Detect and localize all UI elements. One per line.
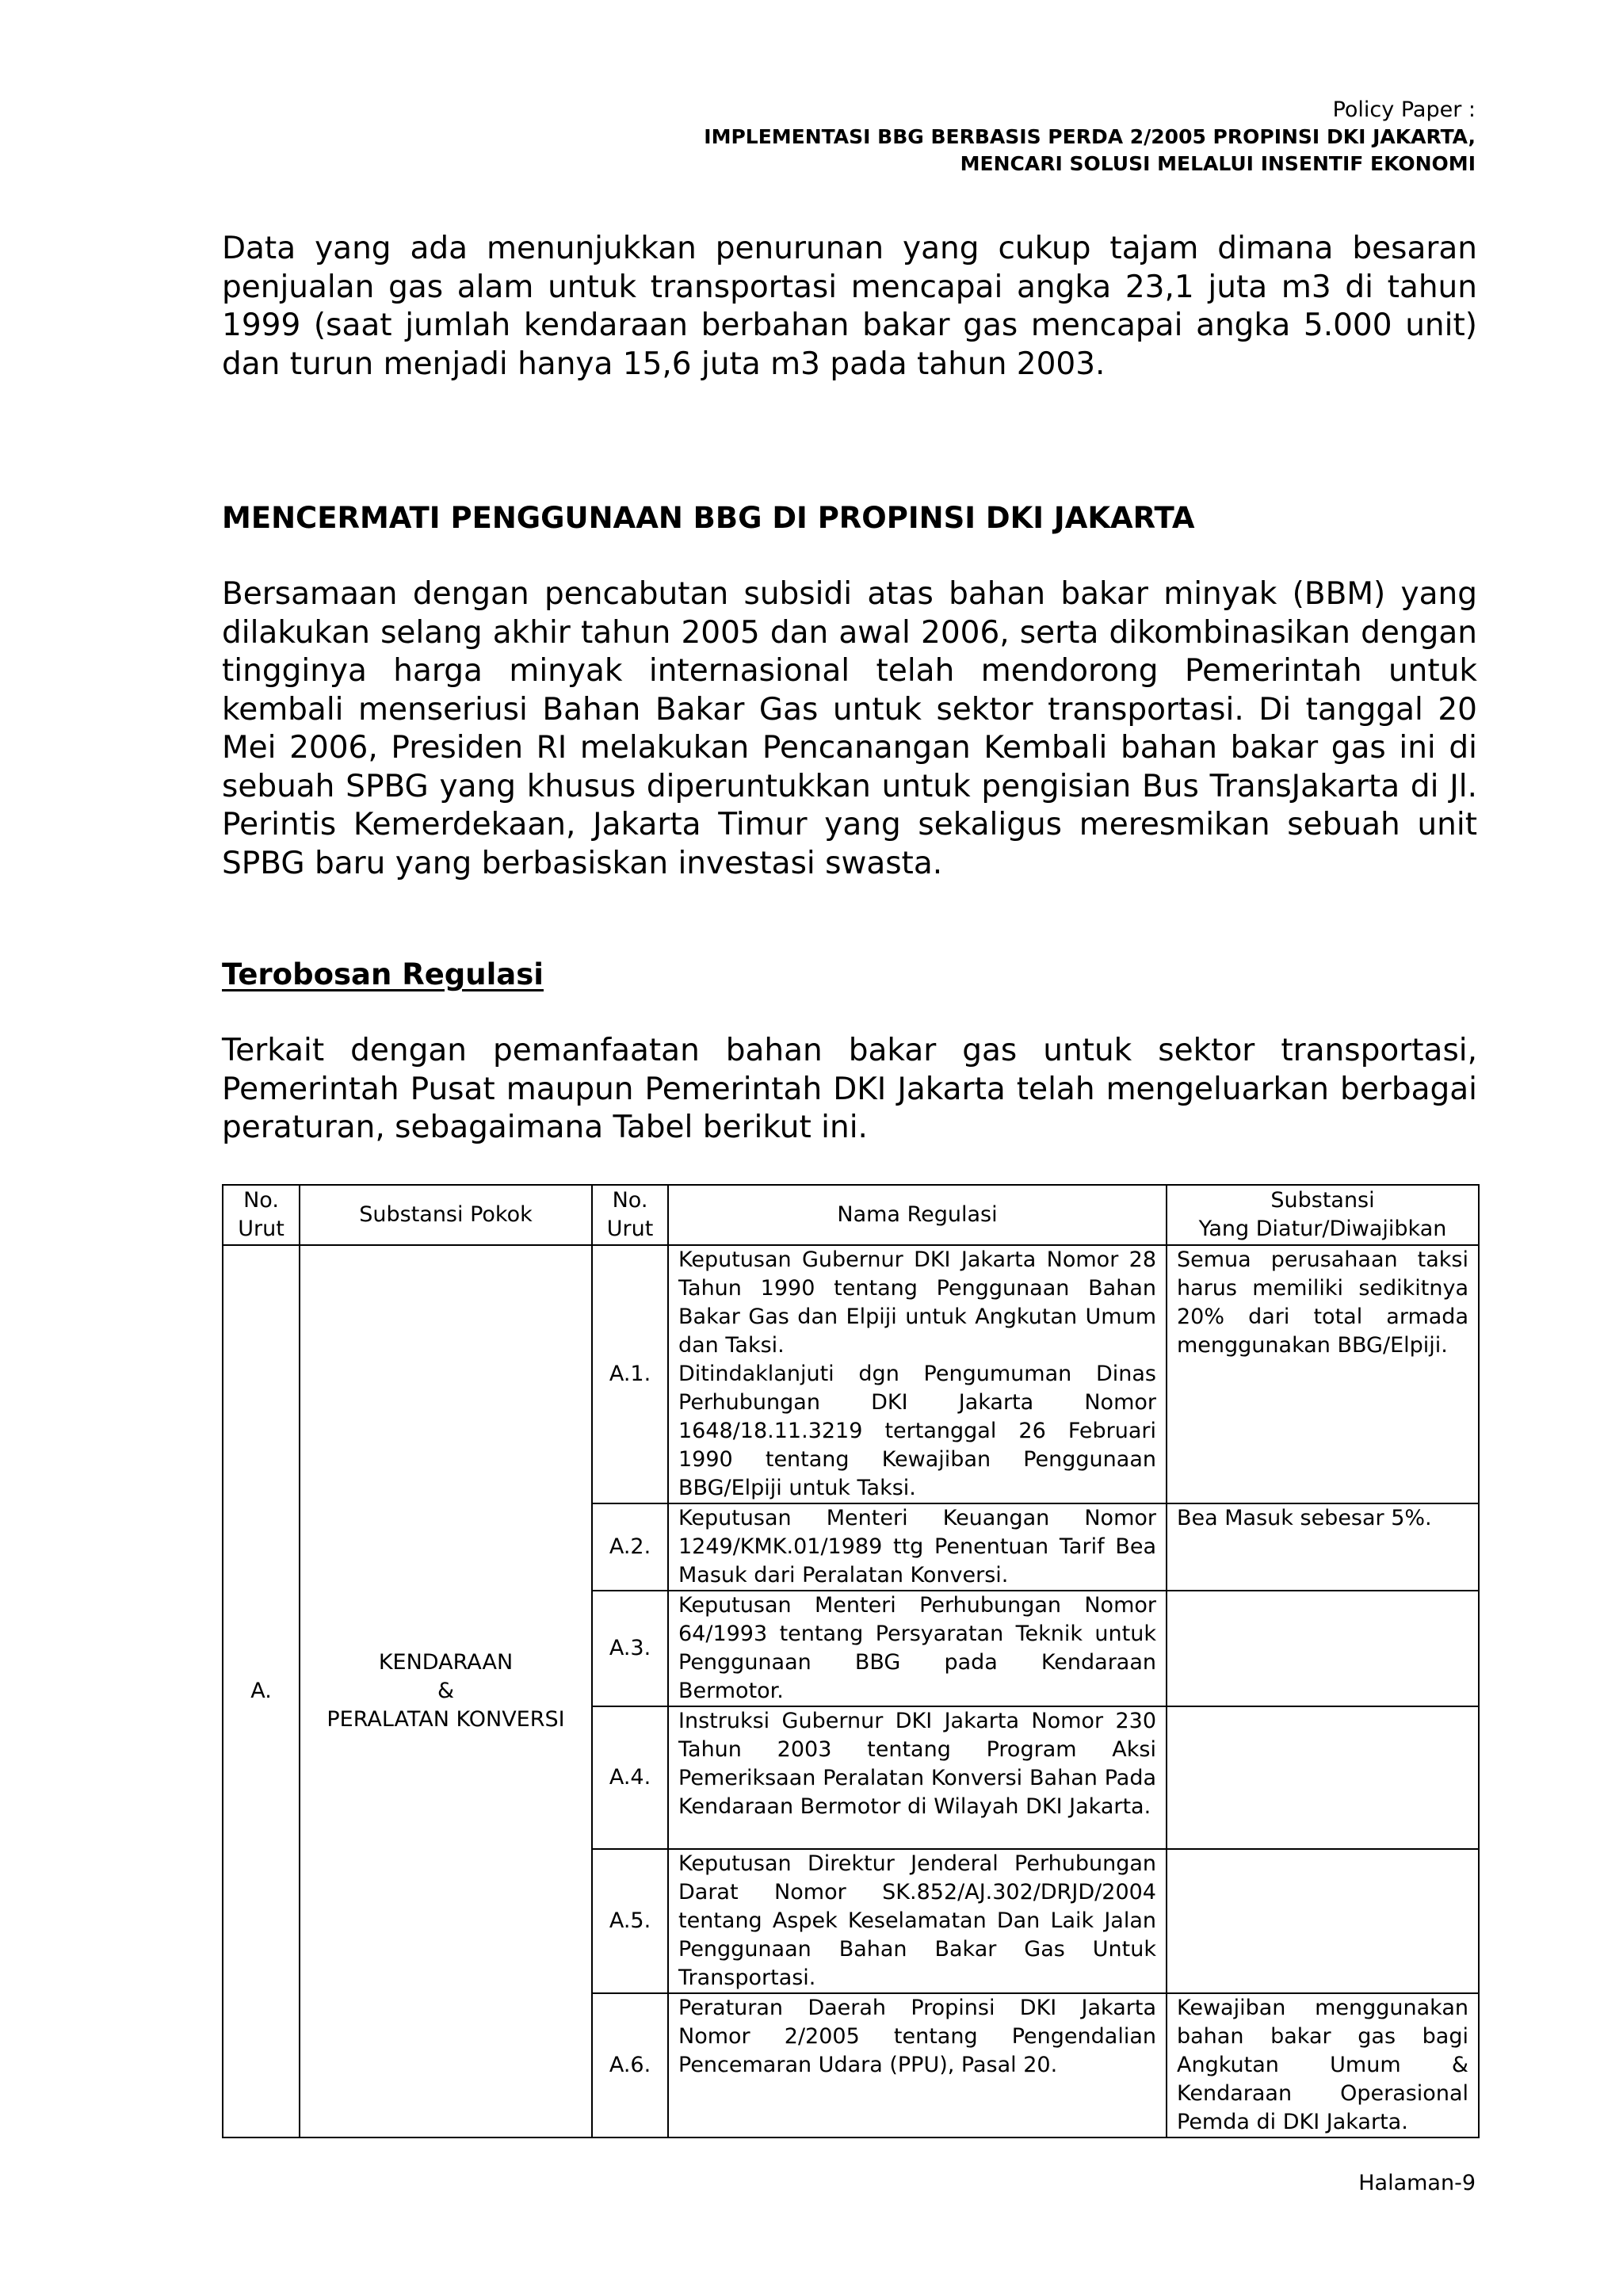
row-number: A.2. — [592, 1503, 668, 1591]
row-substansi — [1167, 1849, 1479, 1993]
row-substansi: Bea Masuk sebesar 5%. — [1167, 1503, 1479, 1591]
row-substansi: Kewajiban menggunakan bahan bakar gas bagi Angkutan Umum & Kendaraan Operasional Pemda di DKI Jakarta. — [1167, 1993, 1479, 2137]
row-number: A.4. — [592, 1706, 668, 1849]
row-regulasi: Keputusan Direktur Jenderal Perhubungan Darat Nomor SK.852/AJ.302/DRJD/2004 tentang Aspek Keselamatan Dan Laik Jalan Penggunaan Bahan Bakar Gas Untuk Transportasi. — [668, 1849, 1167, 1993]
row-regulasi: Keputusan Menteri Perhubungan Nomor 64/1993 tentang Persyaratan Teknik untuk Penggunaan BBG pada Kendaraan Bermotor. — [668, 1591, 1167, 1706]
row-substansi: Semua perusahaan taksi harus memiliki sedikitnya 20% dari total armada menggunakan BBG/Elpiji. — [1167, 1245, 1479, 1503]
table-header-row — [223, 1185, 1479, 1245]
header-substansi-pokok: Substansi Pokok — [300, 1185, 592, 1245]
page-number: Halaman-9 — [1358, 2171, 1476, 2195]
row-number: A.1. — [592, 1245, 668, 1503]
section-heading: MENCERMATI PENGGUNAAN BBG DI PROPINSI DKI JAKARTA — [222, 501, 1195, 535]
header-no-urut-1: No. Urut — [223, 1185, 300, 1245]
table-row — [223, 1245, 1479, 1503]
intro-paragraph: Data yang ada menunjukkan penurunan yang cukup tajam dimana besaran penjualan gas alam untuk transportasi mencapai angka 23,1 juta m3 di tahun 1999 (saat jumlah kendaraan berbahan bakar gas mencapai angka 5.000 unit) dan turun menjadi hanya 15,6 juta m3 pada tahun 2003. — [222, 231, 1477, 382]
header-title-line-2: MENCARI SOLUSI MELALUI INSENTIF EKONOMI — [960, 152, 1476, 175]
group-name: KENDARAAN & PERALATAN KONVERSI — [300, 1245, 592, 2137]
header-nama-regulasi: Nama Regulasi — [668, 1185, 1167, 1245]
row-number: A.3. — [592, 1591, 668, 1706]
subheading: Terobosan Regulasi — [222, 957, 544, 991]
row-substansi — [1167, 1591, 1479, 1706]
header-no-urut-2: No. Urut — [592, 1185, 668, 1245]
sub-paragraph: Terkait dengan pemanfaatan bahan bakar gas untuk sektor transportasi, Pemerintah Pusat maupun Pemerintah DKI Jakarta telah mengeluarkan berbagai peraturan, sebagaimana Tabel berikut ini. — [222, 1033, 1477, 1145]
group-number: A. — [223, 1245, 300, 2137]
row-regulasi: Instruksi Gubernur DKI Jakarta Nomor 230 Tahun 2003 tentang Program Aksi Pemeriksaan Peralatan Konversi Bahan Pada Kendaraan Bermotor di Wilayah DKI Jakarta. — [668, 1706, 1167, 1849]
row-number: A.6. — [592, 1993, 668, 2137]
row-regulasi: Peraturan Daerah Propinsi DKI Jakarta Nomor 2/2005 tentang Pengendalian Pencemaran Udara (PPU), Pasal 20. — [668, 1993, 1167, 2137]
page-header — [704, 97, 1476, 178]
row-number: A.5. — [592, 1849, 668, 1993]
regulation-table — [222, 1184, 1480, 2138]
header-title-line-1: IMPLEMENTASI BBG BERBASIS PERDA 2/2005 PROPINSI DKI JAKARTA, — [704, 125, 1476, 148]
section-paragraph: Bersamaan dengan pencabutan subsidi atas bahan bakar minyak (BBM) yang dilakukan selang akhir tahun 2005 dan awal 2006, serta dikombinasikan dengan tingginya harga minyak internasional telah mendorong Pemerintah untuk kembali menseriusi Bahan Bakar Gas untuk sektor transportasi. Di tanggal 20 Mei 2006, Presiden RI melakukan Pencanangan Kembali bahan bakar gas ini di sebuah SPBG yang khusus diperuntukkan untuk pengisian Bus TransJakarta di Jl. Perintis Kemerdekaan, Jakarta Timur yang sekaligus meresmikan sebuah unit SPBG baru yang berbasiskan investasi swasta. — [222, 576, 1477, 881]
header-label: Policy Paper : — [1332, 97, 1476, 122]
row-regulasi: Keputusan Gubernur DKI Jakarta Nomor 28 Tahun 1990 tentang Penggunaan Bahan Bakar Gas dan Elpiji untuk Angkutan Umum dan Taksi. Ditindaklanjuti dgn Pengumuman Dinas Perhubungan DKI Jakarta Nomor 1648/18.11.3219 tertanggal 26 Februari 1990 tentang Kewajiban Penggunaan BBG/Elpiji untuk Taksi. — [668, 1245, 1167, 1503]
row-substansi — [1167, 1706, 1479, 1849]
header-substansi-diatur: Substansi Yang Diatur/Diwajibkan — [1167, 1185, 1479, 1245]
row-regulasi: Keputusan Menteri Keuangan Nomor 1249/KMK.01/1989 ttg Penentuan Tarif Bea Masuk dari Peralatan Konversi. — [668, 1503, 1167, 1591]
